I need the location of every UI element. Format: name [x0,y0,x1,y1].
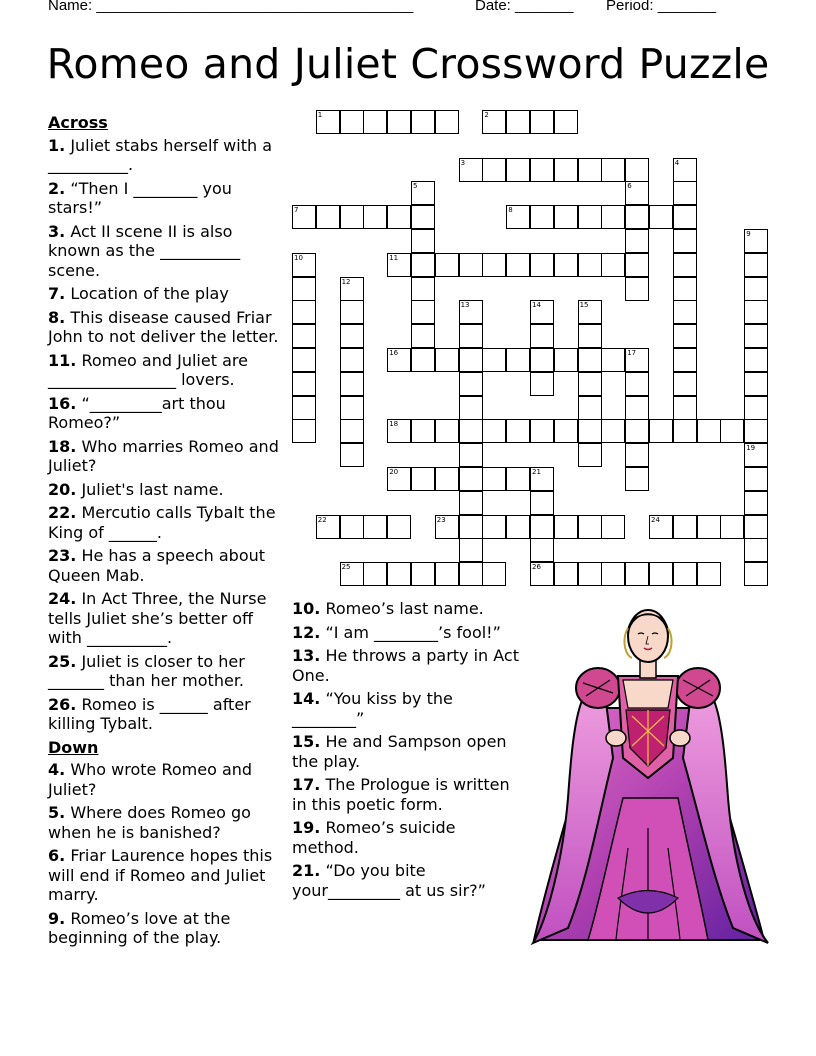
clue-item [292,818,524,857]
grid-cell[interactable] [292,419,316,443]
clue-number: 2. [48,178,66,198]
grid-cell[interactable] [744,562,768,586]
grid-cell-number: 8 [508,206,513,215]
grid-cell[interactable] [744,229,768,253]
clue-number: 15. [292,732,321,751]
clue-text: In Act Three, the Nurse tells Juliet she’s better off with __________. [48,589,267,647]
grid-cell[interactable] [435,467,459,491]
grid-cell[interactable] [482,110,506,134]
clue-text: Romeo and Juliet are ________________ lovers. [48,350,248,389]
clue-item [48,695,280,734]
clue-number: 18. [48,436,77,456]
grid-cell[interactable] [744,491,768,515]
clue-text: Who wrote Romeo and Juliet? [48,760,253,799]
grid-cell[interactable] [649,562,673,586]
grid-cell[interactable] [316,205,340,229]
grid-cell[interactable] [554,515,578,539]
grid-cell[interactable] [316,515,340,539]
grid-cell-number: 24 [651,515,660,524]
clues-column-right [292,599,524,904]
grid-cell[interactable] [387,110,411,134]
clue-text: Location of the play [70,284,229,303]
grid-cell[interactable] [459,538,483,562]
grid-cell[interactable] [506,348,530,372]
grid-cell[interactable] [387,419,411,443]
clue-number: 21. [292,861,321,880]
grid-cell[interactable] [411,348,435,372]
grid-cell[interactable] [459,562,483,586]
grid-cell[interactable] [625,562,649,586]
grid-cell[interactable] [435,562,459,586]
grid-cell[interactable] [697,419,721,443]
grid-cell[interactable] [530,348,554,372]
grid-cell-number: 22 [317,515,327,524]
clue-item [48,909,280,948]
clue-text: He throws a party in Act One. [292,646,519,685]
grid-cell[interactable] [578,324,602,348]
grid-cell[interactable] [411,300,435,324]
grid-cell-number: 26 [532,563,541,572]
grid-cell[interactable] [482,253,506,277]
grid-cell-number: 23 [436,515,446,524]
grid-cell[interactable] [411,181,435,205]
grid-cell[interactable] [554,348,578,372]
grid-cell[interactable] [673,348,697,372]
clue-text: This disease caused Friar John to not deliver the letter. [48,307,279,346]
grid-cell-number: 5 [413,182,418,191]
grid-cell[interactable] [673,372,697,396]
grid-cell[interactable] [459,348,483,372]
clue-text: “Then I ________ you stars!” [48,178,232,217]
grid-cell[interactable] [340,205,364,229]
grid-cell[interactable] [530,562,554,586]
clue-item [292,623,524,643]
grid-cell-number: 3 [460,158,466,167]
grid-cell[interactable] [530,253,554,277]
grid-cell-number: 13 [460,301,470,310]
clue-number: 24. [48,589,77,608]
clue-item [48,222,280,281]
grid-cell[interactable] [578,348,602,372]
grid-cell[interactable] [459,515,483,539]
grid-cell[interactable] [625,396,649,420]
grid-cell[interactable] [697,515,721,539]
clue-number: 14. [292,689,321,708]
grid-cell[interactable] [459,372,483,396]
grid-cell[interactable] [506,205,530,229]
grid-cell-number: 15 [579,301,589,310]
grid-cell[interactable] [459,253,483,277]
clue-item [48,437,280,476]
grid-cell[interactable] [530,205,554,229]
clue-text: He has a speech about Queen Mab. [48,546,266,585]
grid-cell[interactable] [530,491,554,515]
grid-cell[interactable] [601,562,625,586]
clue-item [48,480,280,500]
grid-cell[interactable] [673,158,697,182]
grid-cell[interactable] [625,277,649,301]
grid-cell[interactable] [744,300,768,324]
grid-cell[interactable] [459,491,483,515]
grid-cell[interactable] [482,419,506,443]
grid-cell-number: 9 [746,230,751,238]
grid-cell[interactable] [625,229,649,253]
grid-cell-number: 2 [484,111,489,119]
clue-text: Act II scene II is also known as the __________ scene. [48,221,241,280]
clue-number: 3. [48,221,66,241]
grid-cell[interactable] [292,205,316,229]
clue-number: 25. [48,651,77,671]
grid-cell[interactable] [673,562,697,586]
grid-cell[interactable] [340,110,364,134]
clue-item [292,689,524,728]
grid-cell[interactable] [744,538,768,562]
clue-item [48,760,280,799]
grid-cell-number: 4 [674,158,680,167]
clue-item [292,861,524,900]
grid-cell[interactable] [363,205,387,229]
grid-cell[interactable] [411,253,435,277]
grid-cell-number: 25 [341,563,351,572]
grid-cell[interactable] [482,562,506,586]
grid-cell[interactable] [411,419,435,443]
grid-cell[interactable] [459,324,483,348]
juliet-figure-illustration [528,598,772,950]
clue-text: Romeo’s suicide method. [292,818,456,857]
grid-cell[interactable] [744,348,768,372]
grid-cell[interactable] [554,110,578,134]
grid-cell[interactable] [744,372,768,396]
clue-text: Juliet is closer to her _______ than her mother. [48,651,245,690]
grid-cell[interactable] [673,277,697,301]
grid-cell[interactable] [411,324,435,348]
grid-cell[interactable] [673,205,697,229]
grid-cell[interactable] [530,372,554,396]
clue-text: “_________art thou Romeo?” [48,393,226,432]
grid-cell[interactable] [530,300,554,324]
grid-cell[interactable] [387,515,411,539]
grid-cell[interactable] [459,467,483,491]
grid-cell[interactable] [601,253,625,277]
grid-cell[interactable] [340,372,364,396]
clue-item [48,284,280,304]
clue-text: Friar Laurence hopes this will end if Romeo and Juliet marry. [48,846,273,904]
clue-item [48,589,280,648]
grid-cell[interactable] [340,277,364,301]
clue-text: The Prologue is written in this poetic form. [292,775,510,814]
grid-cell[interactable] [435,515,459,539]
grid-cell[interactable] [578,158,602,182]
grid-cell[interactable] [673,419,697,443]
grid-cell[interactable] [625,253,649,277]
grid-cell-number: 10 [294,253,303,262]
clue-item [48,351,280,390]
grid-cell[interactable] [387,348,411,372]
clue-text: Mercutio calls Tybalt the King of ______. [48,503,276,542]
grid-cell[interactable] [554,562,578,586]
clues-column-left [48,113,280,952]
grid-cell[interactable] [578,396,602,420]
grid-cell[interactable] [340,396,364,420]
period-field-label[interactable]: Period: _______ [606,0,717,14]
grid-cell[interactable] [292,348,316,372]
grid-cell[interactable] [554,253,578,277]
clue-text: “I am ________’s fool!” [325,622,501,642]
grid-cell[interactable] [506,419,530,443]
grid-cell[interactable] [625,443,649,467]
grid-cell[interactable] [411,277,435,301]
clue-number: 19. [292,818,321,837]
clue-number: 12. [292,622,321,642]
grid-cell-number: 6 [627,182,632,191]
grid-cell[interactable] [744,253,768,277]
grid-cell[interactable] [459,396,483,420]
grid-cell[interactable] [387,205,411,229]
grid-cell[interactable] [625,419,649,443]
clue-item [48,136,280,175]
grid-cell-number: 11 [389,253,399,262]
clue-text: “Do you bite your_________ at us sir?” [292,861,486,900]
grid-cell[interactable] [435,253,459,277]
grid-cell[interactable] [601,515,625,539]
grid-cell[interactable] [530,467,554,491]
grid-cell[interactable] [601,158,625,182]
clue-text: Who marries Romeo and Juliet? [48,436,279,475]
grid-cell[interactable] [649,419,673,443]
grid-cell[interactable] [506,158,530,182]
grid-cell-number: 18 [389,420,399,429]
grid-cell[interactable] [530,515,554,539]
clue-text: Juliet stabs herself with a __________. [48,135,272,174]
clue-item [292,646,524,685]
grid-cell[interactable] [340,443,364,467]
grid-cell[interactable] [744,277,768,301]
grid-cell[interactable] [292,396,316,420]
clue-text: Romeo is ______ after killing Tybalt. [48,694,251,733]
clue-number: 11. [48,350,77,370]
grid-cell[interactable] [601,348,625,372]
clue-number: 16. [48,393,77,413]
grid-cell-number: 1 [317,111,323,119]
grid-cell[interactable] [459,419,483,443]
grid-cell[interactable] [530,419,554,443]
grid-cell-number: 17 [627,349,637,357]
grid-cell[interactable] [744,324,768,348]
clue-number: 7. [48,284,66,303]
grid-cell[interactable] [578,205,602,229]
grid-cell[interactable] [387,467,411,491]
name-field-label[interactable]: Name: ______________________________________ [48,0,414,14]
grid-cell[interactable] [506,515,530,539]
grid-cell-number: 14 [532,301,541,310]
grid-cell[interactable] [340,515,364,539]
down-clue-list-continued [292,599,524,900]
grid-cell[interactable] [340,419,364,443]
grid-cell[interactable] [292,324,316,348]
grid-cell[interactable] [625,348,649,372]
clue-number: 13. [292,646,321,665]
clue-item [292,732,524,771]
grid-cell[interactable] [673,324,697,348]
clue-item [48,179,280,218]
grid-cell-number: 21 [532,468,541,476]
grid-cell[interactable] [625,467,649,491]
down-clue-list [48,760,280,948]
grid-cell[interactable] [744,396,768,420]
grid-cell[interactable] [673,300,697,324]
grid-cell[interactable] [292,372,316,396]
grid-cell[interactable] [625,181,649,205]
grid-cell[interactable] [673,181,697,205]
grid-cell[interactable] [435,419,459,443]
grid-cell[interactable] [578,419,602,443]
grid-cell[interactable] [459,300,483,324]
grid-cell[interactable] [578,562,602,586]
grid-cell[interactable] [720,515,744,539]
clue-item [48,846,280,905]
clue-item [48,652,280,691]
page-title: Romeo and Juliet Crossword Puzzle [46,40,770,88]
grid-cell[interactable] [578,300,602,324]
grid-cell[interactable] [673,396,697,420]
grid-cell[interactable] [578,443,602,467]
grid-cell[interactable] [578,515,602,539]
clue-number: 9. [48,908,66,928]
grid-cell[interactable] [554,158,578,182]
across-clue-list [48,136,280,734]
grid-cell[interactable] [340,324,364,348]
grid-cell[interactable] [744,443,768,467]
grid-cell[interactable] [697,562,721,586]
grid-cell[interactable] [530,538,554,562]
grid-cell[interactable] [554,205,578,229]
grid-cell[interactable] [506,253,530,277]
grid-cell[interactable] [340,348,364,372]
grid-cell[interactable] [459,443,483,467]
grid-cell[interactable] [554,419,578,443]
grid-cell[interactable] [578,253,602,277]
clue-text: “You kiss by the ________” [292,689,453,728]
clue-number: 20. [48,479,77,499]
grid-cell-number: 12 [341,277,351,286]
clue-item [48,308,280,347]
clue-text: He and Sampson open the play. [292,732,507,771]
grid-cell[interactable] [459,158,483,182]
grid-cell-number: 20 [389,468,399,476]
grid-cell[interactable] [387,253,411,277]
clue-item [48,546,280,585]
grid-cell[interactable] [673,229,697,253]
grid-cell[interactable] [316,110,340,134]
grid-cell[interactable] [578,372,602,396]
clue-number: 1. [48,135,66,155]
grid-cell[interactable] [292,300,316,324]
grid-cell[interactable] [530,324,554,348]
grid-cell[interactable] [292,277,316,301]
clue-number: 8. [48,307,66,327]
grid-cell[interactable] [744,515,768,539]
grid-cell[interactable] [411,110,435,134]
grid-cell[interactable] [744,419,768,443]
grid-cell[interactable] [363,515,387,539]
across-heading: Across [48,113,108,132]
grid-cell[interactable] [673,515,697,539]
grid-cell[interactable] [530,158,554,182]
grid-cell[interactable] [482,348,506,372]
clue-number: 22. [48,503,77,522]
clue-number: 23. [48,546,77,565]
grid-cell[interactable] [506,467,530,491]
clue-text: Romeo’s love at the beginning of the play. [48,908,231,947]
grid-cell[interactable] [601,205,625,229]
grid-cell[interactable] [435,110,459,134]
grid-cell-number: 7 [294,206,299,215]
grid-cell[interactable] [601,419,625,443]
grid-cell[interactable] [530,110,554,134]
date-field-label[interactable]: Date: _______ [475,0,574,14]
grid-cell[interactable] [720,419,744,443]
grid-cell[interactable] [363,110,387,134]
grid-cell[interactable] [649,205,673,229]
grid-cell[interactable] [340,562,364,586]
clue-text: Where does Romeo go when he is banished? [48,803,251,842]
grid-cell[interactable] [363,562,387,586]
grid-cell[interactable] [649,515,673,539]
clue-number: 26. [48,694,77,714]
clue-item [292,599,524,619]
clue-number: 17. [292,775,321,794]
grid-cell[interactable] [411,562,435,586]
clue-item [48,503,280,542]
grid-cell[interactable] [506,110,530,134]
grid-cell[interactable] [411,205,435,229]
grid-cell[interactable] [482,158,506,182]
grid-cell[interactable] [340,300,364,324]
grid-cell[interactable] [411,467,435,491]
grid-cell[interactable] [411,229,435,253]
grid-cell-number: 19 [746,444,756,453]
grid-cell[interactable] [292,253,316,277]
clue-text: Juliet's last name. [81,479,224,499]
clue-number: 5. [48,803,66,822]
grid-cell-number: 16 [389,349,399,357]
grid-cell[interactable] [744,467,768,491]
grid-cell[interactable] [625,158,649,182]
grid-cell[interactable] [482,467,506,491]
clue-item [48,803,280,842]
clue-number: 6. [48,846,66,865]
grid-cell[interactable] [387,562,411,586]
clue-item [292,775,524,814]
grid-cell[interactable] [625,372,649,396]
clue-text: Romeo’s last name. [325,599,484,618]
clue-number: 4. [48,760,66,779]
down-heading: Down [48,737,99,757]
grid-cell[interactable] [435,348,459,372]
clue-number: 10. [292,599,321,618]
grid-cell[interactable] [482,515,506,539]
grid-cell[interactable] [625,205,649,229]
clue-item [48,394,280,433]
grid-cell[interactable] [673,253,697,277]
